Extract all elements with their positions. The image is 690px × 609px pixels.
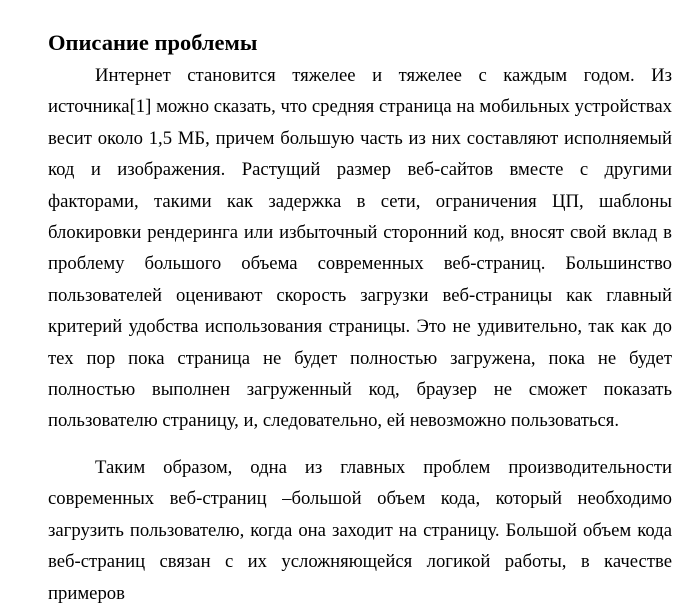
section-heading: Описание проблемы xyxy=(48,30,258,55)
paragraph-code-volume: Таким образом, одна из главных проблем производительности современных веб-страниц –большой объем кода, который необходимо загрузить пользователю, когда она заходит на страницу. Большой объем кода веб-страниц связан с их усложняющейся логикой работы, в качестве примеров xyxy=(48,456,672,604)
paragraph-problem-intro: Интернет становится тяжелее и тяжелее с каждым годом. Из источника[1] можно сказать, что средняя страница на мобильных устройствах весит около 1,5 МБ, причем большую часть из них составляют исполняемый код и изображения. Растущий размер веб-сайтов вместе с другими факторами, такими как задержка в сети, ограничения ЦП, шаблоны блокировки рендеринга или избыточный сторонний код, вносят свой вклад в проблему большого объема современных веб-страниц. Большинство пользователей оценивают скорость загрузки веб-страницы как главный критерий удобства использования страницы. Это не удивительно, так как до тех пор пока страница не будет полностью загружена, пока не будет полностью выполнен загруженный код, браузер не сможет показать пользователю страницу, и, следовательно, ей невозможно пользоваться. xyxy=(48,65,672,432)
document-page xyxy=(48,26,672,609)
